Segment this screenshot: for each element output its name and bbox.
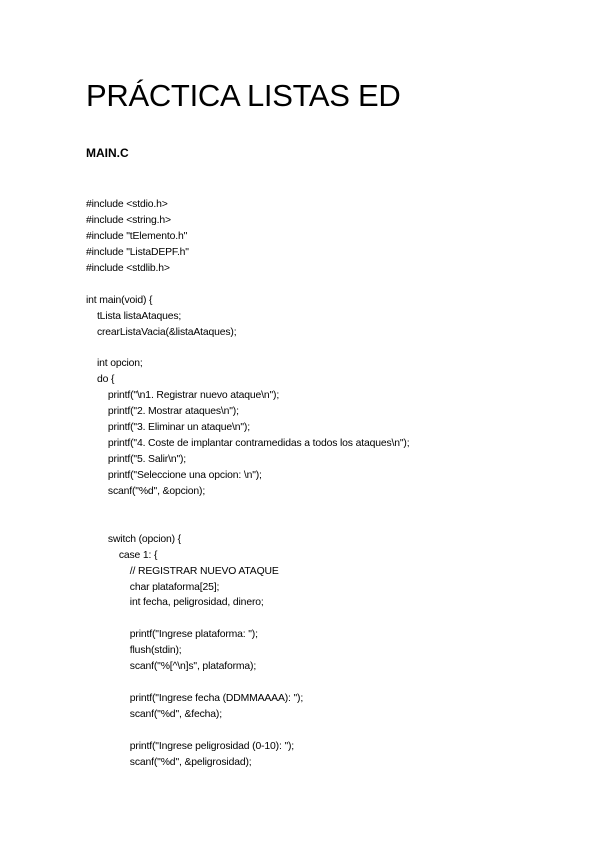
code-line: tLista listaAtaques;: [86, 310, 182, 322]
code-line: scanf("%d", &peligrosidad);: [86, 756, 252, 768]
code-line: case 1: {: [86, 549, 158, 561]
code-line: flush(stdin);: [86, 645, 182, 657]
code-line: scanf("%[^\n]s", plataforma);: [86, 661, 257, 673]
code-block: [86, 197, 409, 771]
code-line: #include "ListaDEPF.h": [86, 246, 189, 258]
code-line: // REGISTRAR NUEVO ATAQUE: [86, 565, 279, 577]
code-line: printf("3. Eliminar un ataque\n");: [86, 422, 250, 434]
code-line: char plataforma[25];: [86, 581, 220, 593]
code-line: printf("Ingrese fecha (DDMMAAAA): ");: [86, 693, 304, 705]
code-line: [86, 723, 409, 739]
code-line: int fecha, peligrosidad, dinero;: [86, 597, 264, 609]
code-line: printf("\n1. Registrar nuevo ataque\n");: [86, 390, 280, 402]
code-line: switch (opcion) {: [86, 533, 181, 545]
document-title: PRÁCTICA LISTAS ED: [86, 78, 401, 113]
section-heading: MAIN.C: [86, 146, 129, 160]
code-line: [86, 611, 409, 627]
code-line: printf("2. Mostrar ataques\n");: [86, 406, 239, 418]
code-line: printf("Ingrese plataforma: ");: [86, 629, 258, 641]
code-line: int main(void) {: [86, 294, 153, 306]
code-line: [86, 675, 409, 691]
code-line: do {: [86, 374, 115, 386]
code-line: [86, 277, 409, 293]
code-line: [86, 500, 409, 516]
code-line: printf("Ingrese peligrosidad (0-10): ");: [86, 740, 295, 752]
code-line: #include "tElemento.h": [86, 230, 188, 242]
code-line: int opcion;: [86, 358, 143, 370]
code-line: #include <string.h>: [86, 214, 171, 226]
code-line: scanf("%d", &fecha);: [86, 709, 222, 720]
code-line: printf("Seleccione una opcion: \n");: [86, 469, 262, 481]
code-line: #include <stdio.h>: [86, 199, 168, 210]
code-line: printf("4. Coste de implantar contramedidas a todos los ataques\n");: [86, 438, 410, 450]
code-line: #include <stdlib.h>: [86, 262, 170, 274]
code-line: scanf("%d", &opcion);: [86, 485, 206, 497]
code-line: crearListaVacia(&listaAtaques);: [86, 326, 237, 338]
code-line: [86, 516, 409, 532]
code-line: [86, 340, 409, 356]
code-line: printf("5. Salir\n");: [86, 454, 187, 465]
